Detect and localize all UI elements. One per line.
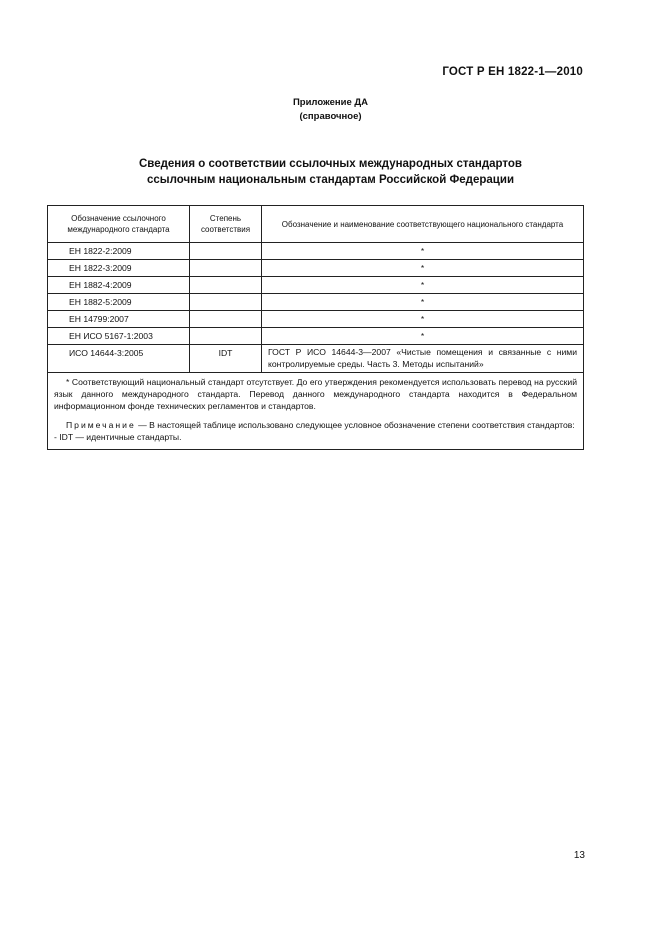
reference-cell: ЕН 1822-2:2009 <box>48 243 190 260</box>
column-header-reference: Обозначение ссылочного международного стандарта <box>48 206 190 243</box>
note-item: - IDT — идентичные стандарты. <box>54 432 182 443</box>
degree-cell <box>190 277 262 294</box>
national-cell: * <box>262 260 584 277</box>
national-cell: * <box>262 243 584 260</box>
reference-cell: ЕН 1822-3:2009 <box>48 260 190 277</box>
national-cell: * <box>262 294 584 311</box>
national-cell: * <box>262 277 584 294</box>
reference-cell: ЕН 14799:2007 <box>48 311 190 328</box>
footnote: * Соответствующий национальный стандарт отсутствует. До его утверждения рекомендуется использовать перевод на русский язык данного международного стандарта. Перевод данного международного стандарта находится в Федеральном информационном фонде технических регламентов и стандартов. <box>54 377 577 411</box>
reference-cell: ЕН 1882-4:2009 <box>48 277 190 294</box>
table-row <box>48 294 584 311</box>
table-row <box>48 311 584 328</box>
table-header-row <box>48 206 584 243</box>
reference-cell: ЕН ИСО 5167-1:2003 <box>48 328 190 345</box>
national-cell: ГОСТ Р ИСО 14644-3—2007 «Чистые помещения и связанные с ними контролируемые среды. Часть 3. Методы испытаний» <box>262 345 584 373</box>
degree-cell: IDT <box>190 345 262 373</box>
table-notes <box>48 373 584 450</box>
annex-subtitle: (справочное) <box>299 111 362 122</box>
column-header-degree: Степень соответствия <box>190 206 262 243</box>
table-row <box>48 243 584 260</box>
annex-title: Приложение ДА <box>292 97 369 108</box>
degree-cell <box>190 260 262 277</box>
table-row <box>48 260 584 277</box>
degree-cell <box>190 311 262 328</box>
national-cell: * <box>262 328 584 345</box>
note <box>54 420 577 432</box>
note-text: — В настоящей таблице использовано следующее условное обозначение степени соответствия стандартов: <box>135 420 575 431</box>
document-header: ГОСТ Р ЕН 1822-1—2010 <box>442 66 583 78</box>
table-row <box>48 328 584 345</box>
table-row <box>48 277 584 294</box>
table-notes-row <box>48 373 584 450</box>
annex-heading <box>0 96 661 124</box>
section-title-line-1: Сведения о соответствии ссылочных международных стандартов <box>138 158 522 170</box>
page-number: 13 <box>573 850 585 861</box>
section-title-line-2: ссылочным национальным стандартам Российской Федерации <box>146 174 515 186</box>
note-label: Примечание <box>66 420 136 431</box>
correspondence-table <box>47 205 584 450</box>
degree-cell <box>190 328 262 345</box>
reference-cell: ЕН 1882-5:2009 <box>48 294 190 311</box>
column-header-national: Обозначение и наименование соответствующего национального стандарта <box>262 206 584 243</box>
degree-cell <box>190 243 262 260</box>
reference-cell: ИСО 14644-3:2005 <box>48 345 190 373</box>
table-row <box>48 345 584 373</box>
section-title <box>0 156 661 188</box>
degree-cell <box>190 294 262 311</box>
national-cell: * <box>262 311 584 328</box>
